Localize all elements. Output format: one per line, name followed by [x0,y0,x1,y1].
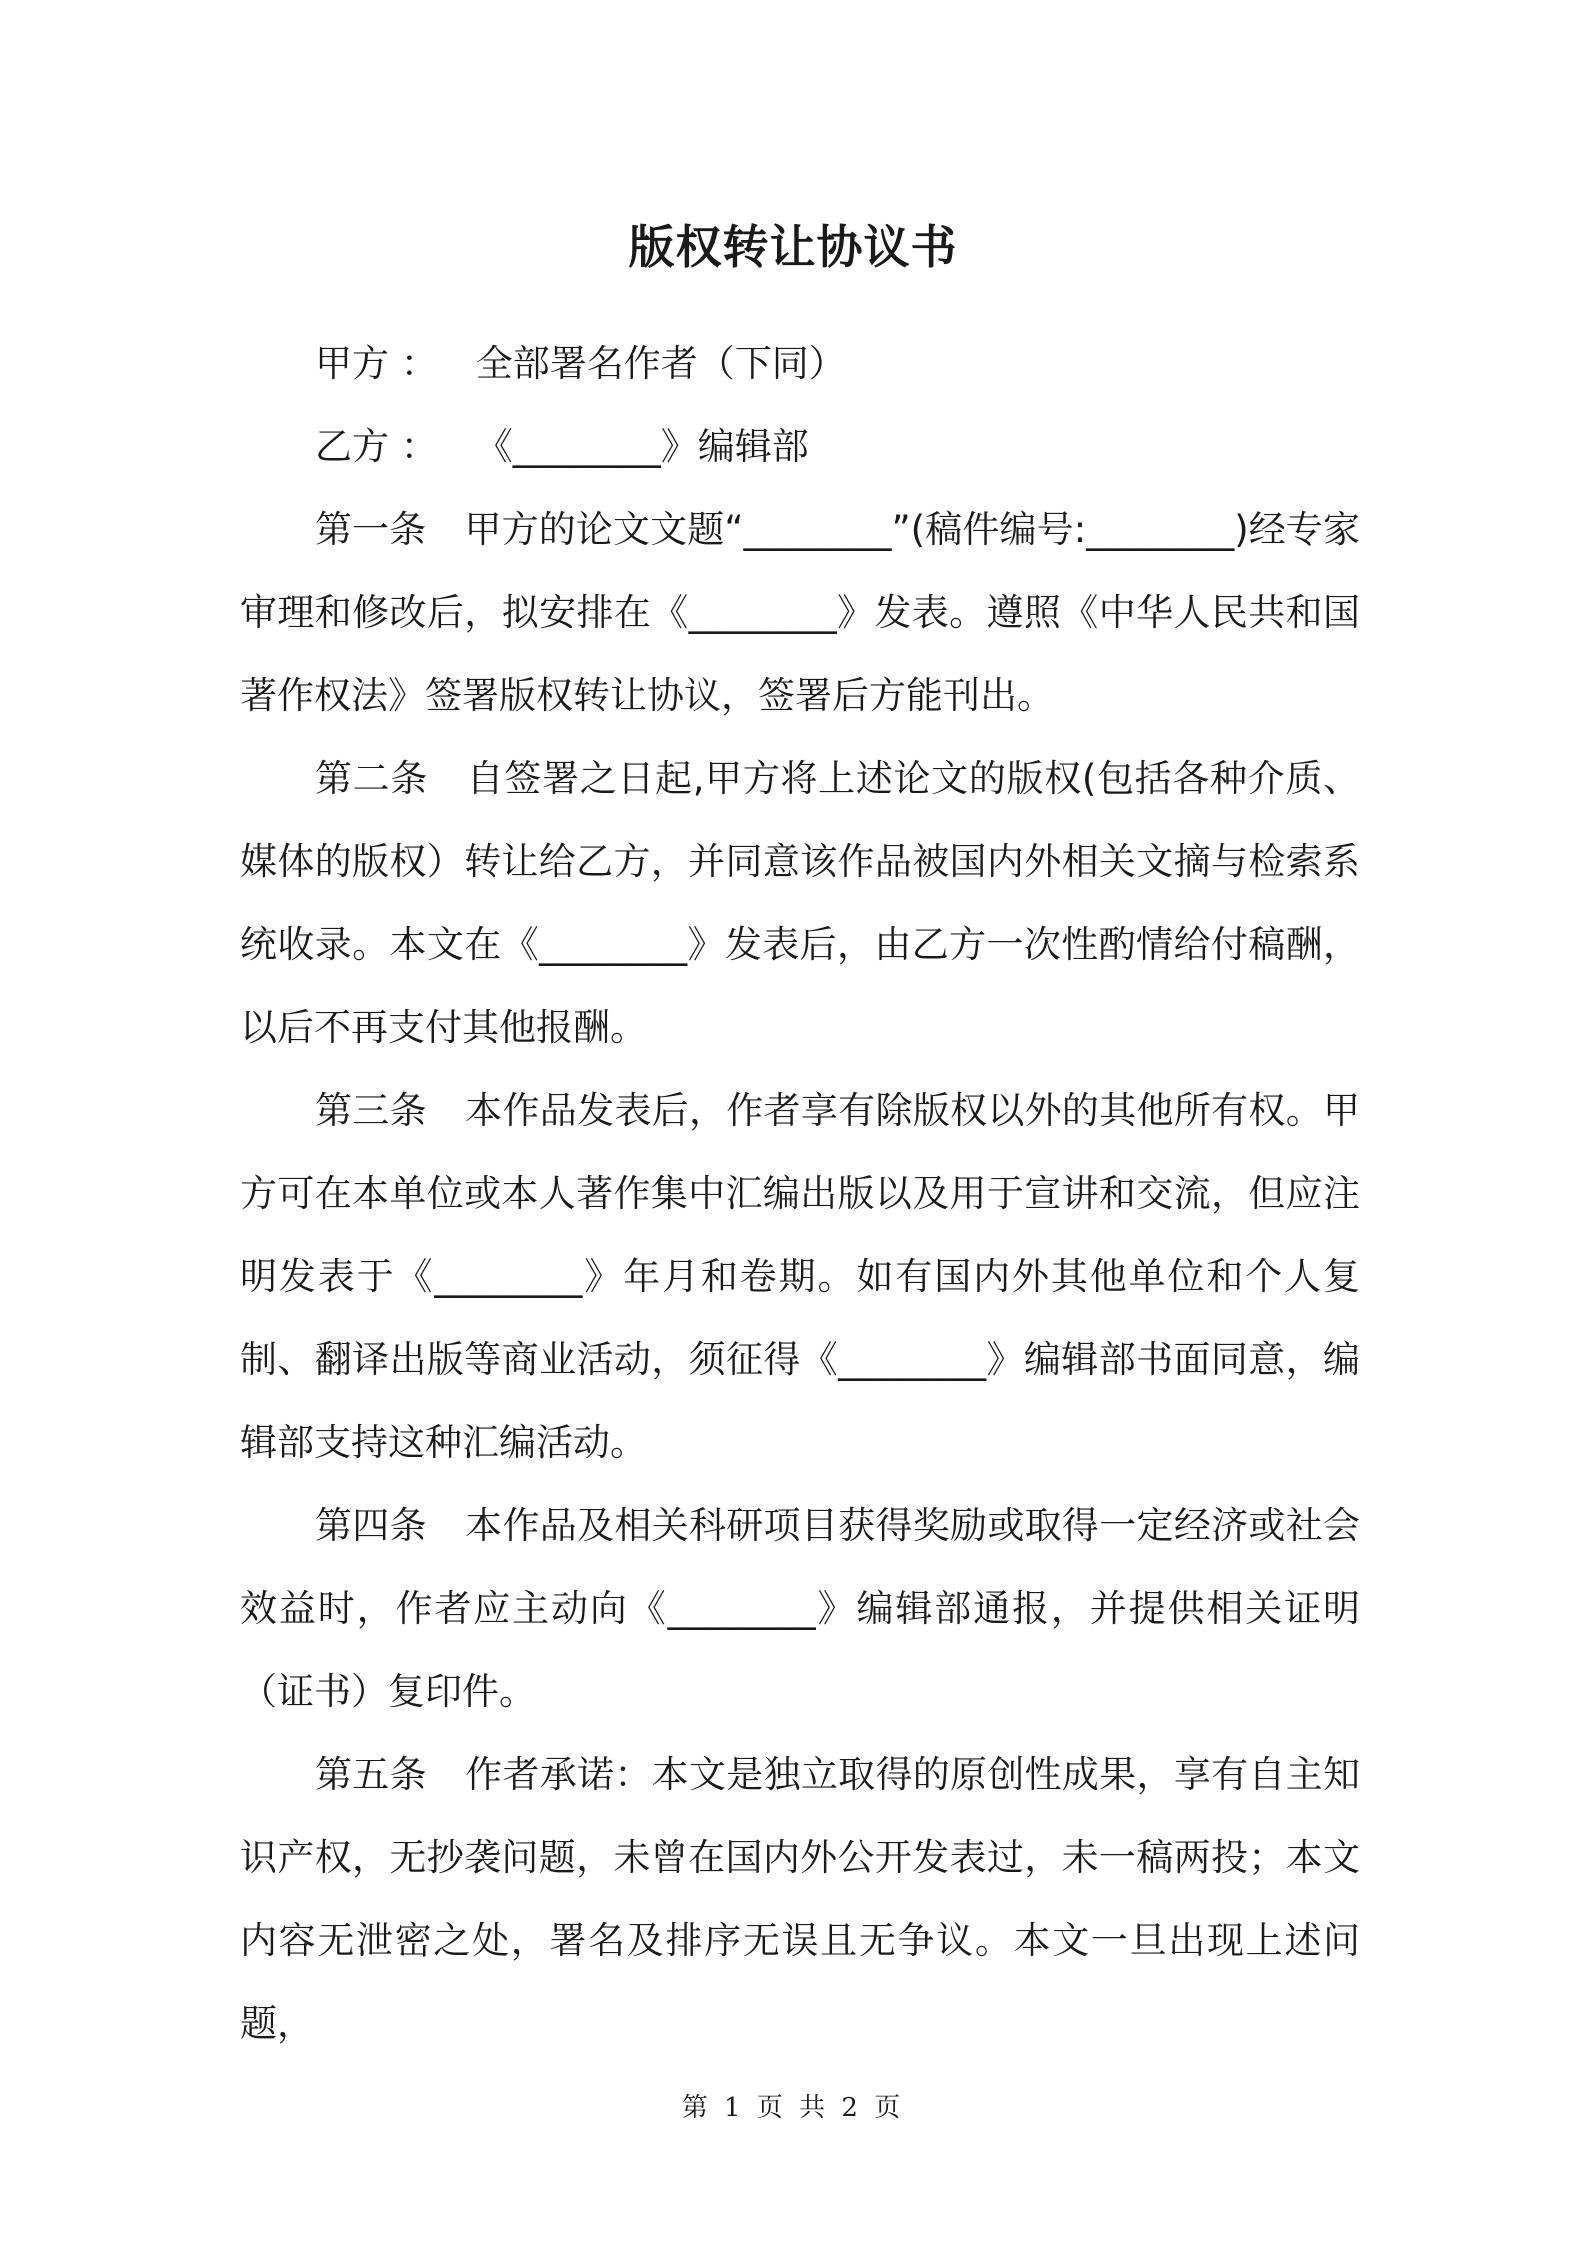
page-footer: 第 1 页 共 2 页 [681,2093,905,2123]
article-4-heading: 第四条 [315,1504,427,1547]
document-body [240,322,1360,2065]
article-4 [240,1484,1360,1733]
article-1-text: 甲方的论文文题“________”(稿件编号:________)经专家审理和修改后，拟安排在《________》发表。遵照《中华人民共和国著作权法》签署版权转让协议，签署后方能刊出。 [240,508,1360,717]
article-3-text: 本作品发表后，作者享有除版权以外的其他所有权。甲方可在本单位或本人著作集中汇编出版以及用于宣讲和交流，但应注明发表于《________》年月和卷期。如有国内外其他单位和个人复制、翻译出版等商业活动，须征得《________》编辑部书面同意，编辑部支持这种汇编活动。 [240,1089,1361,1464]
party-b-line [240,405,1360,488]
article-5-text: 作者承诺：本文是独立取得的原创性成果，享有自主知识产权，无抄袭问题，未曾在国内外公开发表过，未一稿两投；本文内容无泄密之处，署名及排序无误且无争议。本文一旦出现上述问题， [240,1753,1361,2045]
party-a-line [240,322,1360,405]
party-b-label: 乙方 ： [315,425,438,468]
party-a-value: 全部署名作者（下同） [475,342,846,385]
article-5-heading: 第五条 [315,1753,427,1796]
article-3-heading: 第三条 [315,1089,427,1132]
article-4-text: 本作品及相关科研项目获得奖励或取得一定经济或社会效益时，作者应主动向《________》编辑部通报，并提供相关证明（证书）复印件。 [240,1504,1361,1713]
party-a-label: 甲方 ： [315,342,438,385]
article-2-text: 自签署之日起,甲方将上述论文的版权(包括各种介质、媒体的版权）转让给乙方，并同意该作品被国内外相关文摘与检索系统收录。本文在《________》发表后，由乙方一次性酌情给付稿酬，以后不再支付其他报酬。 [240,757,1360,1049]
article-3 [240,1069,1360,1484]
article-5 [240,1733,1360,2065]
article-1-heading: 第一条 [315,508,427,551]
party-b-value: 《________》编辑部 [475,425,809,468]
article-1 [240,488,1360,737]
article-2 [240,737,1360,1069]
document-title: 版权转让协议书 [628,220,958,274]
article-2-heading: 第二条 [315,757,429,800]
